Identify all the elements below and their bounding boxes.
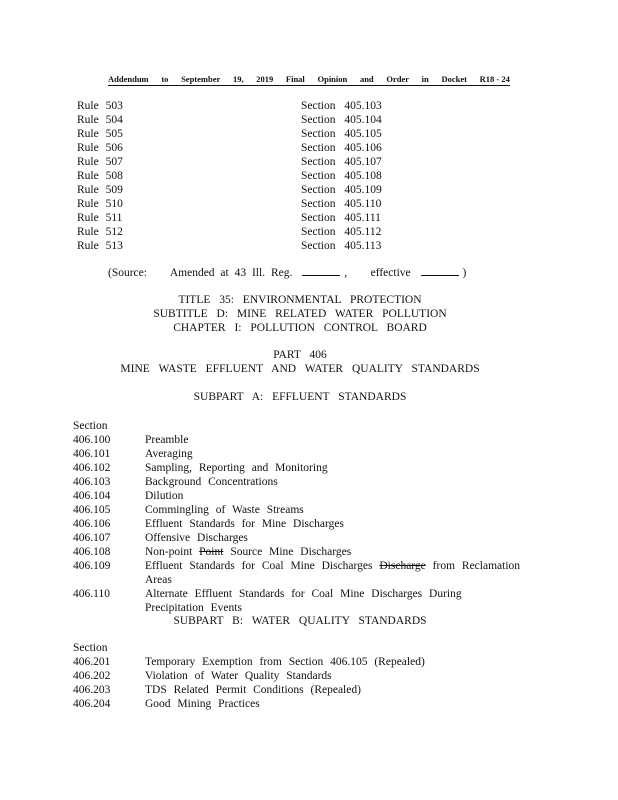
source-note <box>108 267 466 279</box>
header-word: Addendum <box>108 74 149 84</box>
section-number: 406.202 <box>73 670 111 682</box>
section-number: Section 405.107 <box>301 156 382 168</box>
list-item <box>73 587 543 615</box>
section-title: Commingling of Waste Streams <box>145 504 304 516</box>
list-item <box>73 433 543 447</box>
section-number: Section 405.113 <box>301 240 382 252</box>
subpart-a-toc <box>73 433 543 615</box>
page-header <box>108 74 510 86</box>
subtitle-line: SUBTITLE D: MINE RELATED WATER POLLUTION <box>153 308 447 320</box>
section-number: 406.107 <box>73 532 111 544</box>
header-word: 19, <box>232 74 244 84</box>
section-number: 406.106 <box>73 518 111 530</box>
section-title: Background Concentrations <box>145 476 278 488</box>
rule-section-table <box>77 99 397 253</box>
section-number: Section 405.105 <box>301 128 382 140</box>
section-title: Violation of Water Quality Standards <box>145 670 332 682</box>
header-word: 2019 <box>256 74 274 84</box>
section-title: TDS Related Permit Conditions (Repealed) <box>145 684 361 696</box>
section-number: Section 405.106 <box>301 142 382 154</box>
chapter-line: CHAPTER I: POLLUTION CONTROL BOARD <box>173 322 427 334</box>
rule-number: Rule 506 <box>77 142 123 154</box>
section-title: Good Mining Practices <box>145 698 260 710</box>
rule-number: Rule 505 <box>77 128 123 140</box>
rule-number: Rule 508 <box>77 170 123 182</box>
rule-number: Rule 512 <box>77 226 123 238</box>
header-word: Opinion <box>317 74 348 84</box>
section-number: 406.201 <box>73 656 111 668</box>
part-name: MINE WASTE EFFLUENT AND WATER QUALITY STANDARDS <box>120 363 480 375</box>
title-text: Non-point <box>145 546 193 558</box>
table-row <box>77 113 397 127</box>
part-number: PART 406 <box>273 349 327 361</box>
section-number: 406.109 <box>73 560 111 572</box>
section-title: Dilution <box>145 490 184 502</box>
subpart-b-toc <box>73 655 543 711</box>
source-effective: effective <box>370 267 411 279</box>
rule-number: Rule 510 <box>77 198 123 210</box>
list-item <box>73 503 543 517</box>
section-title: Effluent Standards for Mine Discharges <box>145 518 344 530</box>
list-item <box>73 517 543 531</box>
table-row <box>77 99 397 113</box>
subpart-a-heading: SUBPART A: EFFLUENT STANDARDS <box>193 391 407 403</box>
list-item <box>73 545 543 559</box>
source-amended: Amended at 43 Ill. Reg. <box>169 267 293 279</box>
section-number: Section 405.112 <box>301 226 382 238</box>
section-number: Section 405.108 <box>301 170 382 182</box>
deleted-text: Discharge <box>379 560 426 572</box>
section-number: 406.103 <box>73 476 111 488</box>
section-number: Section 405.104 <box>301 114 382 126</box>
table-row <box>77 155 397 169</box>
list-item <box>73 475 543 489</box>
section-label: Section <box>73 420 108 432</box>
section-number: 406.104 <box>73 490 111 502</box>
list-item <box>73 559 543 587</box>
rule-number: Rule 504 <box>77 114 123 126</box>
rule-number: Rule 513 <box>77 240 123 252</box>
header-word: September <box>181 74 221 84</box>
section-number: Section 405.109 <box>301 184 382 196</box>
header-word: and <box>359 74 374 84</box>
section-number: Section 405.111 <box>301 212 381 224</box>
blank-line <box>421 274 459 276</box>
rule-number: Rule 511 <box>77 212 123 224</box>
section-title: Temporary Exemption from Section 406.105 (Repealed) <box>145 656 425 668</box>
section-title <box>145 545 543 559</box>
subpart-b-heading: SUBPART B: WATER QUALITY STANDARDS <box>173 615 427 627</box>
rule-number: Rule 503 <box>77 100 123 112</box>
list-item <box>73 655 543 669</box>
header-word: in <box>421 74 429 84</box>
section-number: 406.105 <box>73 504 111 516</box>
source-close: ) <box>462 267 467 279</box>
section-number: 406.108 <box>73 546 111 558</box>
table-row <box>77 183 397 197</box>
rule-number: Rule 507 <box>77 156 123 168</box>
table-row <box>77 239 397 253</box>
list-item <box>73 447 543 461</box>
table-row <box>77 141 397 155</box>
source-comma: , <box>344 267 348 279</box>
section-title: Preamble <box>145 434 189 446</box>
blank-line <box>302 274 340 276</box>
section-title: Offensive Discharges <box>145 532 248 544</box>
list-item <box>73 669 543 683</box>
section-number: 406.110 <box>73 588 110 600</box>
section-title: Sampling, Reporting and Monitoring <box>145 462 328 474</box>
table-row <box>77 127 397 141</box>
section-title: Alternate Effluent Standards for Coal Mine Discharges During Precipitation Events <box>145 588 462 614</box>
header-word: Order <box>386 74 409 84</box>
section-number: 406.203 <box>73 684 111 696</box>
header-word: Final <box>285 74 305 84</box>
table-row <box>77 169 397 183</box>
section-number: 406.204 <box>73 698 111 710</box>
title-text: Source Mine Discharges <box>230 546 352 558</box>
title-text: from Reclamation Areas <box>145 560 521 586</box>
section-label: Section <box>73 642 108 654</box>
list-item <box>73 489 543 503</box>
header-word: R18 - 24 <box>479 74 510 84</box>
title-line: TITLE 35: ENVIRONMENTAL PROTECTION <box>178 294 422 306</box>
title-text: Effluent Standards for Coal Mine Discharges <box>145 560 373 572</box>
header-word: Docket <box>441 74 467 84</box>
deleted-text: Point <box>199 546 224 558</box>
list-item <box>73 531 543 545</box>
list-item <box>73 697 543 711</box>
table-row <box>77 211 397 225</box>
section-title <box>145 559 543 587</box>
section-number: 406.100 <box>73 434 111 446</box>
section-number: Section 405.103 <box>301 100 382 112</box>
section-title: Averaging <box>145 448 193 460</box>
list-item <box>73 461 543 475</box>
list-item <box>73 683 543 697</box>
section-number: Section 405.110 <box>301 198 382 210</box>
rule-number: Rule 509 <box>77 184 123 196</box>
source-prefix: (Source: <box>108 267 147 279</box>
table-row <box>77 197 397 211</box>
table-row <box>77 225 397 239</box>
section-number: 406.101 <box>73 448 111 460</box>
header-word: to <box>161 74 169 84</box>
section-number: 406.102 <box>73 462 111 474</box>
